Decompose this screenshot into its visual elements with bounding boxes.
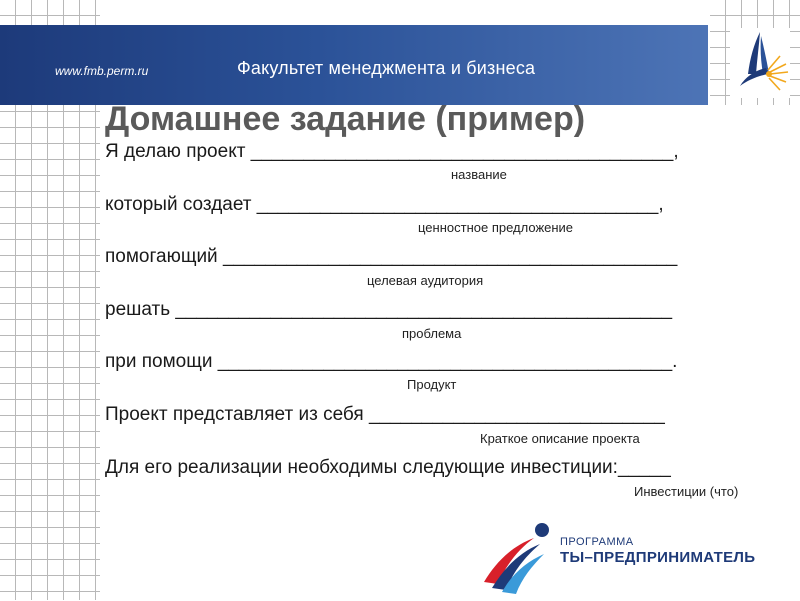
hint-value: ценностное предложение <box>418 220 574 235</box>
form-line-problem: решать _______________________________________________ <box>105 299 673 320</box>
program-name: ТЫ–ПРЕДПРИНИМАТЕЛЬ <box>560 549 756 566</box>
page-title: Домашнее задание (пример) <box>105 100 586 138</box>
program-label: ПРОГРАММА <box>560 536 634 548</box>
hint-name: название <box>451 167 507 182</box>
hint-problem: проблема <box>402 326 462 341</box>
hint-audience: целевая аудитория <box>367 273 484 288</box>
form-line-value: который создает ______________________________________, <box>105 194 664 215</box>
form-line-name: Я делаю проект ________________________________________, <box>105 141 679 162</box>
site-url[interactable]: www.fmb.perm.ru <box>55 64 149 78</box>
form-line-audience: помогающий ___________________________________________ <box>105 246 678 267</box>
form-line-description: Проект представляет из себя ____________________________ <box>105 404 665 425</box>
faculty-name: Факультет менеджмента и бизнеса <box>237 58 536 78</box>
runner-icon <box>478 512 558 596</box>
header-banner <box>0 25 708 105</box>
hint-description: Краткое описание проекта <box>480 431 640 446</box>
university-logo-icon <box>730 28 790 98</box>
hint-product: Продукт <box>407 377 457 392</box>
hint-investment: Инвестиции (что) <box>634 484 739 499</box>
form-line-product: при помощи ___________________________________________. <box>105 351 678 372</box>
program-logo <box>478 512 800 600</box>
form-line-investment: Для его реализации необходимы следующие инвестиции:_____ <box>105 457 671 478</box>
